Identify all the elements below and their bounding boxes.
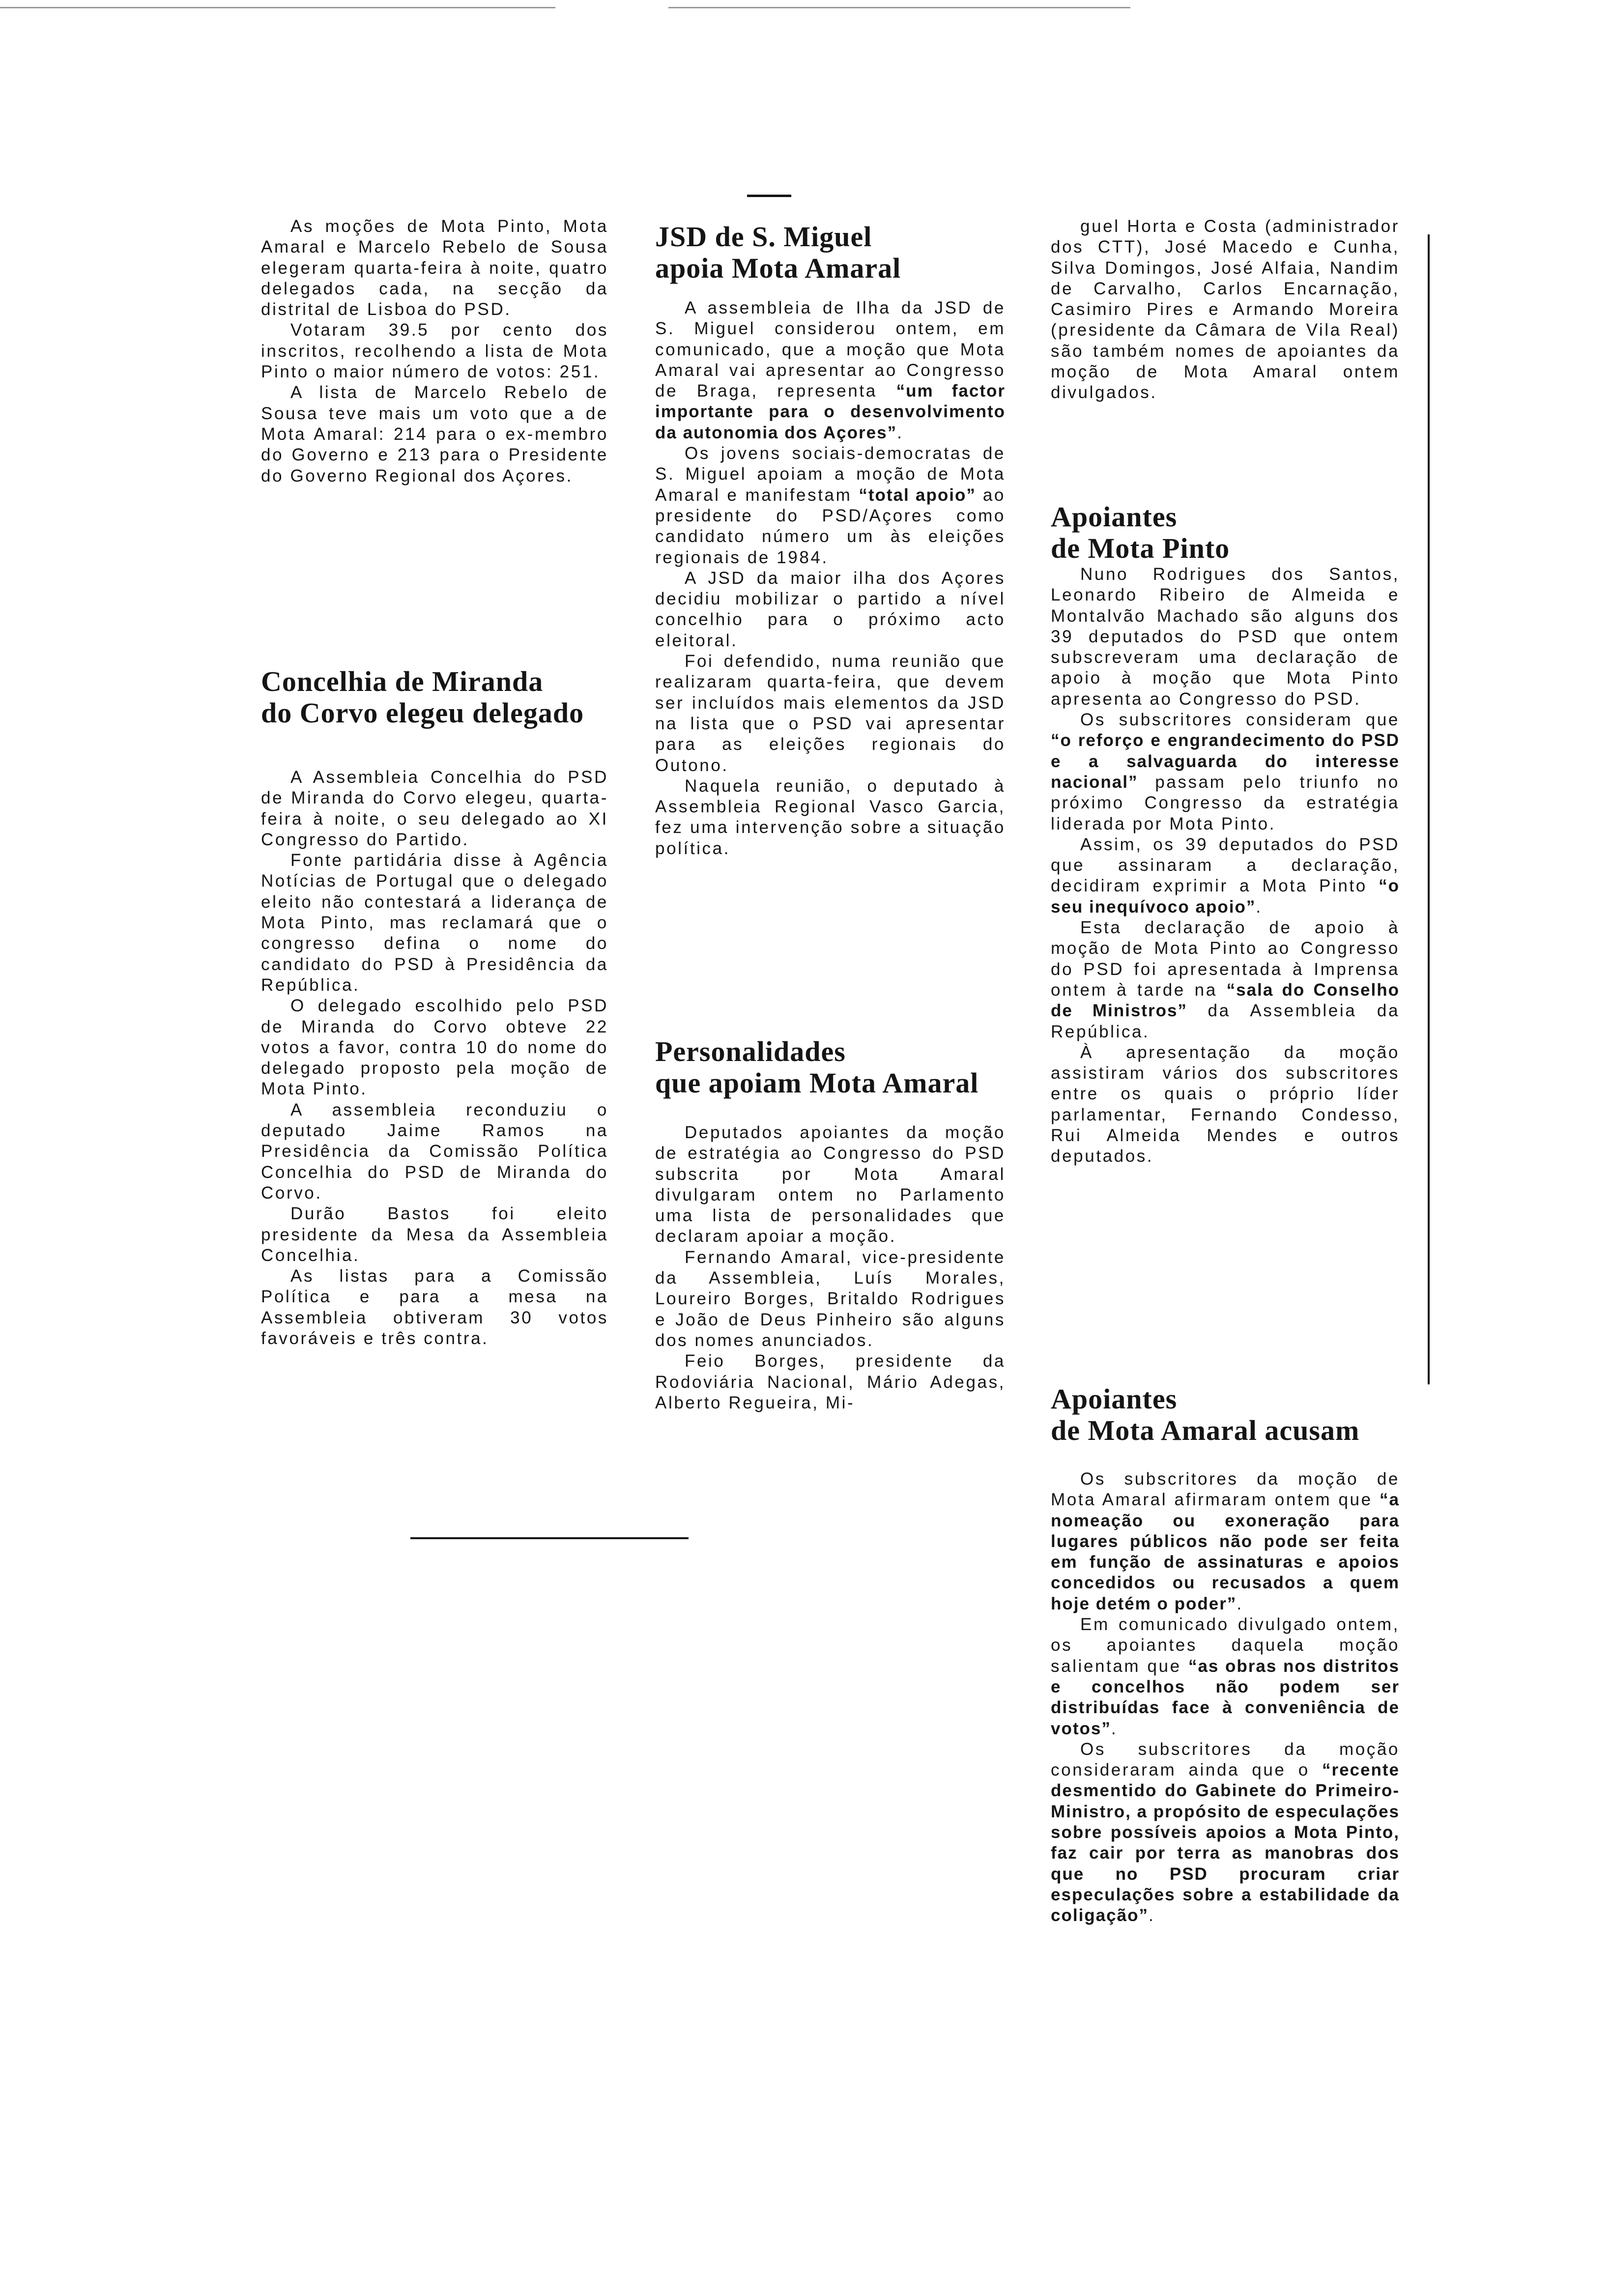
- text-run: passam pelo triunfo no próximo Congresso da estratégia liderada por Mota Pinto.: [1051, 772, 1400, 833]
- text-run: .: [1256, 897, 1263, 917]
- text-run: A Assembleia Concelhia do PSD de Miranda do Corvo elegeu, quarta-feira à noite, o seu delegado ao XI Congresso do Partido.: [261, 768, 608, 849]
- headline-line: Apoiantes: [1051, 1383, 1178, 1415]
- text-run: O delegado escolhido pelo PSD de Miranda do Corvo obteve 22 votos a favor, contra 10 do nome do delegado proposto pela moção de Mota Pinto.: [261, 996, 608, 1099]
- bold-quote: “total apoio”: [859, 485, 976, 505]
- paragraph: [261, 216, 608, 320]
- paragraph: [655, 298, 1006, 443]
- paragraph: [261, 850, 608, 996]
- bold-quote: “sala do Conselho de Ministros”: [1051, 980, 1400, 1021]
- text-run: A assembleia de Ilha da JSD de S. Miguel considerou ontem, em comunicado, que a moção que Mota Amaral vai apresentar ao Congresso de Braga, representa: [655, 298, 1006, 401]
- paragraph: [655, 568, 1006, 651]
- article-apoiantes-mota-pinto: [1051, 501, 1400, 1167]
- article-body: [655, 1122, 1006, 1413]
- paragraph: [261, 382, 608, 486]
- headline: [655, 1036, 1006, 1099]
- scan-edge-line: [0, 7, 555, 8]
- text-run: Nuno Rodrigues dos Santos, Leonardo Ribeiro de Almeida e Montalvão Machado são alguns dos 39 deputados do PSD que ontem subscreveram uma declaração de apoio à moção que Mota Pinto apresenta ao Congresso do PSD.: [1051, 565, 1400, 709]
- text-run: Votaram 39.5 por cento dos inscritos, recolhendo a lista de Mota Pinto o maior número de votos: 251.: [261, 320, 608, 382]
- text-run: Os jovens sociais-democratas de S. Miguel apoiam a moção de Mota Amaral e manifestam: [655, 444, 1006, 505]
- paragraph: [261, 1204, 608, 1266]
- paragraph: [1051, 564, 1400, 710]
- paragraph: [655, 1351, 1006, 1413]
- paragraph: [655, 651, 1006, 776]
- article-apoiantes-mota-amaral-acusam: [1051, 1383, 1400, 1926]
- headline: [1051, 1383, 1400, 1446]
- bold-quote: “a nomeação ou exoneração para lugares públicos não pode ser feita em função de assinaturas e apoios concedidos ou recusados a quem hoje detém o poder”: [1051, 1490, 1400, 1613]
- text-run: A JSD da maior ilha dos Açores decidiu mobilizar o partido a nível concelhio para o próximo acto eleitoral.: [655, 568, 1006, 650]
- paragraph: [261, 767, 608, 850]
- text-run: .: [897, 423, 904, 442]
- bold-quote: “recente desmentido do Gabinete do Primeiro-Ministro, a propósito de especulações sobre possíveis apoios a Mota Pinto, faz cair por terra as manobras dos que no PSD procuram criar especulações sobre a estabilidade da coligação”: [1051, 1760, 1400, 1925]
- article-personalidades-continued: [1051, 216, 1400, 403]
- paragraph: [1051, 834, 1400, 918]
- paragraph: [655, 443, 1006, 568]
- scan-edge-line: [668, 7, 1130, 8]
- article-body: [1051, 1469, 1400, 1926]
- text-run: .: [1148, 1906, 1155, 1925]
- bold-quote: “um factor importante para o desenvolvimento da autonomia dos Açores”: [655, 381, 1006, 442]
- text-run: Fernando Amaral, vice-presidente da Assembleia, Luís Morales, Loureiro Borges, Britaldo Rodrigues e João de Deus Pinheiro são alguns dos nomes anunciados.: [655, 1247, 1006, 1350]
- headline-line: JSD de S. Miguel: [655, 221, 872, 253]
- text-run: Os subscritores da moção de Mota Amaral afirmaram ontem que: [1051, 1469, 1400, 1510]
- headline-line: Concelhia de Miranda: [261, 665, 544, 697]
- text-run: Os subscritores consideram que: [1080, 710, 1400, 730]
- text-run: ao presidente do PSD/Açores como candidato número um às eleições regionais de 1984.: [655, 485, 1006, 567]
- paragraph: [1051, 216, 1400, 403]
- paragraph: [655, 776, 1006, 859]
- paragraph: [1051, 918, 1400, 1042]
- paragraph: [261, 1100, 608, 1204]
- article-body: [261, 767, 608, 1349]
- bold-quote: “o reforço e engrandecimento do PSD e a salvaguarda do interesse nacional”: [1051, 731, 1400, 792]
- paragraph: [261, 320, 608, 382]
- text-run: Feio Borges, presidente da Rodoviária Nacional, Mário Adegas, Alberto Regueira, Mi-: [655, 1351, 1006, 1412]
- headline-line: de Mota Pinto: [1051, 532, 1230, 564]
- paragraph: [261, 1266, 608, 1349]
- paragraph: [1051, 710, 1400, 834]
- paragraph: [261, 996, 608, 1099]
- article-body: [655, 298, 1006, 859]
- headline: [655, 221, 1006, 284]
- text-run: guel Horta e Costa (administrador dos CTT), José Macedo e Cunha, Silva Domingos, José Alfaia, Nandim de Carvalho, Carlos Encarnação, Casimiro Pires e Armando Moreira (presidente da Câmara de Vila Real) são também nomes de apoiantes da moção de Mota Amaral ontem divulgados.: [1051, 217, 1400, 402]
- text-run: Assim, os 39 deputados do PSD que assinaram a declaração, decidiram exprimir a Mota Pinto: [1051, 834, 1400, 896]
- article-intro-mocoes: [261, 216, 608, 487]
- text-run: A assembleia reconduziu o deputado Jaime Ramos na Presidência da Comissão Política Concelhia do PSD de Miranda do Corvo.: [261, 1100, 608, 1203]
- article-jsd-sao-miguel: [655, 221, 1006, 859]
- paragraph: [1051, 1614, 1400, 1739]
- top-dash-rule: [747, 195, 791, 197]
- column-vertical-rule: [1428, 234, 1430, 1384]
- article-personalidades: [655, 1036, 1006, 1413]
- headline: [261, 666, 608, 729]
- headline-line: de Mota Amaral acusam: [1051, 1414, 1360, 1446]
- text-run: Em comunicado divulgado ontem, os apoiantes daquela moção salientam que: [1051, 1615, 1400, 1676]
- headline: [1051, 501, 1400, 564]
- text-run: As moções de Mota Pinto, Mota Amaral e Marcelo Rebelo de Sousa elegeram quarta-feira à noite, quatro delegados cada, na secção da distrital de Lisboa do PSD.: [261, 217, 608, 319]
- paragraph: [1051, 1739, 1400, 1926]
- text-run: da Assembleia da República.: [1051, 1001, 1400, 1041]
- headline-line: Personalidades: [655, 1035, 846, 1067]
- headline-line: que apoiam Mota Amaral: [655, 1067, 979, 1099]
- text-run: Naquela reunião, o deputado à Assembleia Regional Vasco Garcia, fez uma intervenção sobre a situação política.: [655, 776, 1006, 858]
- bold-quote: “o seu inequívoco apoio”: [1051, 876, 1400, 917]
- text-run: Os subscritores da moção consideraram ainda que o: [1051, 1739, 1400, 1780]
- headline-line: apoia Mota Amaral: [655, 252, 901, 284]
- paragraph: [1051, 1469, 1400, 1614]
- paragraph: [655, 1122, 1006, 1247]
- headline-line: do Corvo elegeu delegado: [261, 697, 584, 729]
- text-run: Esta declaração de apoio à moção de Mota Pinto ao Congresso do PSD foi apresentada à Imprensa ontem à tarde na: [1051, 918, 1400, 1000]
- text-run: Foi defendido, numa reunião que realizaram quarta-feira, que devem ser incluídos mais elementos da JSD na lista que o PSD vai apresentar para as eleições regionais do Outono.: [655, 652, 1006, 775]
- text-run: Fonte partidária disse à Agência Notícias de Portugal que o delegado eleito não contestará a liderança de Mota Pinto, mas reclamará que o congresso defina o nome do candidato do PSD à Presidência da República.: [261, 851, 608, 995]
- text-run: Deputados apoiantes da moção de estratégia ao Congresso do PSD subscrita por Mota Amaral divulgaram ontem no Parlamento uma lista de personalidades que declaram apoiar a moção.: [655, 1123, 1006, 1246]
- text-run: A lista de Marcelo Rebelo de Sousa teve mais um voto que a de Mota Amaral: 214 para o ex-membro do Governo e 213 para o Presidente do Governo Regional dos Açores.: [261, 383, 608, 486]
- divider-rule: [410, 1537, 689, 1539]
- bold-quote: “as obras nos distritos e concelhos não podem ser distribuídas face à conveniência de votos”: [1051, 1656, 1400, 1738]
- text-run: .: [1237, 1594, 1243, 1613]
- paragraph: [1051, 1042, 1400, 1167]
- text-run: À apresentação da moção assistiram vários dos subscritores entre os quais o próprio líder parlamentar, Fernando Condesso, Rui Almeida Mendes e outros deputados.: [1051, 1042, 1400, 1166]
- text-run: Durão Bastos foi eleito presidente da Mesa da Assembleia Concelhia.: [261, 1204, 608, 1265]
- paragraph: [655, 1247, 1006, 1351]
- article-concelhia-miranda: [261, 666, 608, 1349]
- article-body: [1051, 564, 1400, 1167]
- headline-line: Apoiantes: [1051, 501, 1178, 533]
- text-run: As listas para a Comissão Política e para a mesa na Assembleia obtiveram 30 votos favoráveis e três contra.: [261, 1266, 608, 1349]
- text-run: .: [1111, 1719, 1118, 1738]
